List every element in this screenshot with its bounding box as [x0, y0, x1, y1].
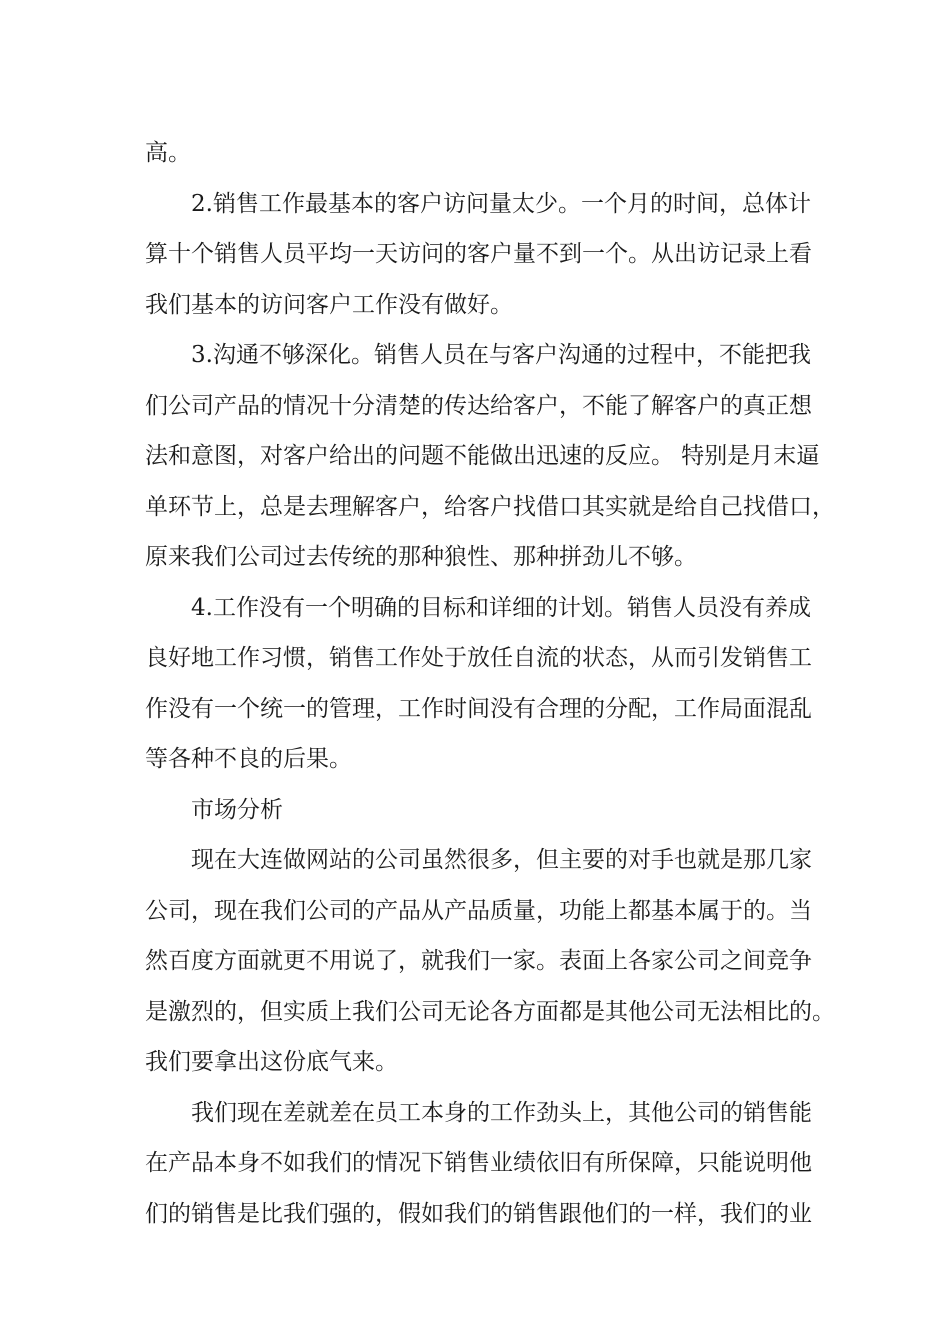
text-line: 法和意图，对客户给出的问题不能做出迅速的反应。 特别是月末逼 — [145, 443, 820, 469]
text-line: 4.工作没有一个明确的目标和详细的计划。销售人员没有养成 — [191, 594, 811, 621]
text-line: 是激烈的，但实质上我们公司无论各方面都是其他公司无法相比的。 — [145, 998, 835, 1025]
text-line: 我们基本的访问客户工作没有做好。 — [145, 291, 513, 318]
text-line: 原来我们公司过去传统的那种狼性、那种拼劲儿不够。 — [145, 544, 697, 570]
text-line: 作没有一个统一的管理，工作时间没有合理的分配，工作局面混乱 — [145, 695, 812, 722]
document-body — [145, 128, 835, 1239]
section-heading: 市场分析 — [191, 796, 283, 823]
text-line: 在产品本身不如我们的情况下销售业绩依旧有所保障，只能说明他 — [145, 1150, 812, 1176]
text-line: 公司，现在我们公司的产品从产品质量，功能上都基本属于的。当 — [145, 897, 812, 924]
text-line: 2.销售工作最基本的客户访问量太少。一个月的时间，总体计 — [191, 190, 811, 217]
text-line: 算十个销售人员平均一天访问的客户量不到一个。从出访记录上看 — [145, 241, 812, 267]
text-line: 3.沟通不够深化。销售人员在与客户沟通的过程中，不能把我 — [191, 342, 811, 368]
text-line: 们公司产品的情况十分清楚的传达给客户，不能了解客户的真正想 — [145, 392, 812, 419]
text-line: 我们现在差就差在员工本身的工作劲头上，其他公司的销售能 — [191, 1099, 812, 1126]
text-line: 然百度方面就更不用说了，就我们一家。表面上各家公司之间竞争 — [145, 948, 812, 974]
text-line: 单环节上，总是去理解客户，给客户找借口其实就是给自己找借口， — [145, 493, 835, 520]
text-line: 良好地工作习惯，销售工作处于放任自流的状态，从而引发销售工 — [145, 645, 812, 671]
text-line: 们的销售是比我们强的，假如我们的销售跟他们的一样，我们的业 — [145, 1200, 812, 1227]
text-line: 我们要拿出这份底气来。 — [145, 1049, 398, 1075]
text-line: 等各种不良的后果。 — [145, 746, 352, 772]
text-line: 高。 — [145, 140, 191, 166]
text-line: 现在大连做网站的公司虽然很多，但主要的对手也就是那几家 — [191, 847, 812, 873]
